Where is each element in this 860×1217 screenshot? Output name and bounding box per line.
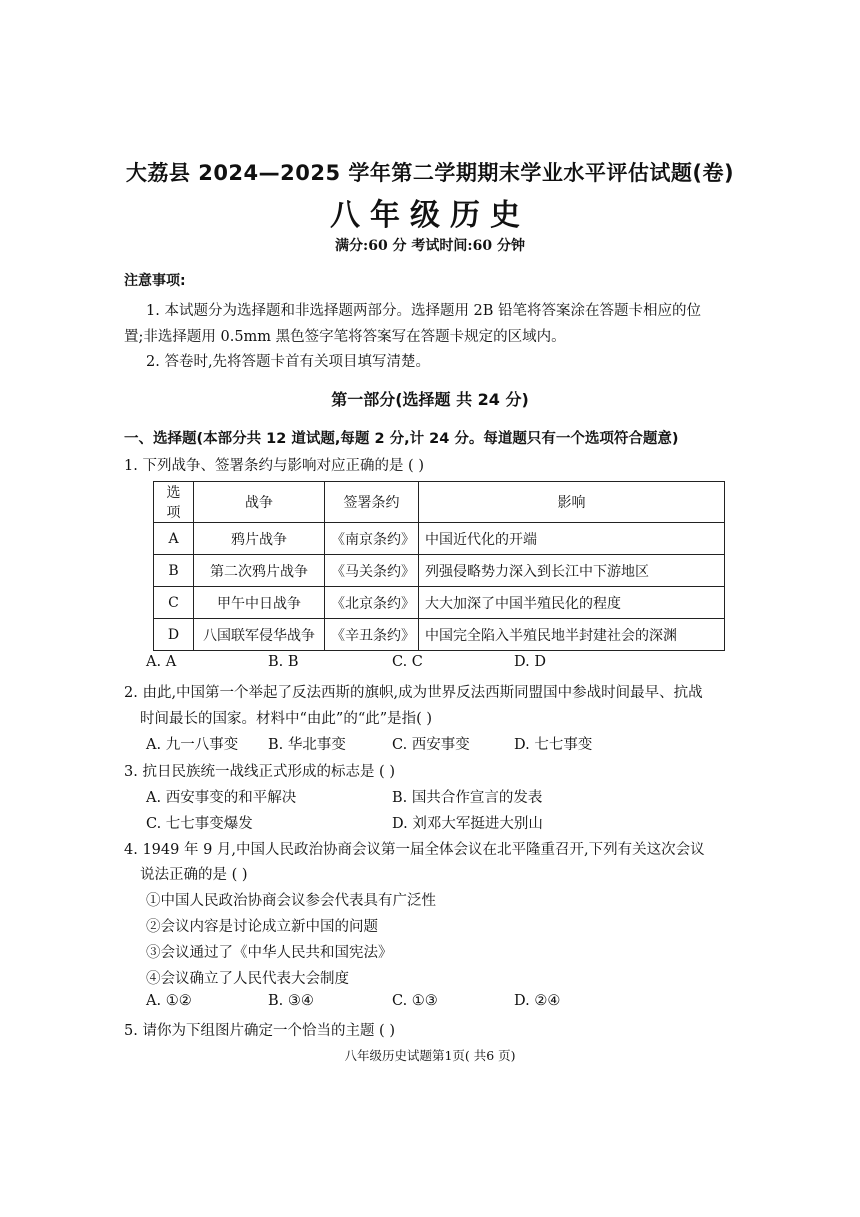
table-cell: A (154, 523, 194, 555)
q1-table (153, 481, 725, 651)
q4-option-c: C. ①③ (392, 993, 438, 1009)
table-header-cell: 战争 (194, 482, 325, 523)
table-cell: 列强侵略势力深入到长江中下游地区 (419, 555, 725, 587)
q3-option-d: D. 刘邓大军挺进大别山 (392, 816, 543, 832)
table-cell: 大大加深了中国半殖民化的程度 (419, 587, 725, 619)
table-cell: 甲午中日战争 (194, 587, 325, 619)
table-cell: 中国完全陷入半殖民地半封建社会的深渊 (419, 619, 725, 651)
table-row (154, 555, 725, 587)
table-header-cell: 影响 (419, 482, 725, 523)
table-cell: 中国近代化的开端 (419, 523, 725, 555)
exam-subject: 八年级历史 (330, 198, 530, 233)
q2-option-c: C. 西安事变 (392, 737, 470, 753)
table-cell: 《南京条约》 (325, 523, 419, 555)
q3-option-b: B. 国共合作宣言的发表 (392, 790, 543, 806)
table-cell: 《北京条约》 (325, 587, 419, 619)
notice-item-1-line-1: 1. 本试题分为选择题和非选择题两部分。选择题用 2B 铅笔将答案涂在答题卡相应的位 (146, 303, 702, 319)
q4-stem-line-2: 说法正确的是 ( ) (140, 867, 248, 883)
q4-statement-3: ③会议通过了《中华人民共和国宪法》 (146, 945, 393, 961)
q1-option-b: B. B (268, 654, 299, 670)
q4-statement-2: ②会议内容是讨论成立新中国的问题 (146, 919, 378, 935)
q1-option-a: A. A (146, 654, 177, 670)
table-cell: 鸦片战争 (194, 523, 325, 555)
table-header-cell: 选项 (154, 482, 194, 523)
exam-title: 大荔县 2024—2025 学年第二学期期末学业水平评估试题(卷) (125, 161, 735, 185)
exam-meta: 满分:60 分 考试时间:60 分钟 (335, 238, 525, 254)
q4-option-a: A. ①② (146, 993, 192, 1009)
notice-heading: 注意事项: (124, 273, 186, 289)
table-cell: C (154, 587, 194, 619)
table-cell: B (154, 555, 194, 587)
part-heading: 一、选择题(本部分共 12 道试题,每题 2 分,计 24 分。每道题只有一个选项符合题意) (124, 431, 679, 447)
table-cell: 《马关条约》 (325, 555, 419, 587)
section-heading: 第一部分(选择题 共 24 分) (331, 390, 529, 409)
table-row (154, 523, 725, 555)
q3-option-a: A. 西安事变的和平解决 (146, 790, 297, 806)
q5-stem: 5. 请你为下组图片确定一个恰当的主题 ( ) (124, 1023, 395, 1039)
q4-option-d: D. ②④ (514, 993, 561, 1009)
q4-statement-1: ①中国人民政治协商会议参会代表具有广泛性 (146, 893, 436, 909)
table-header-cell: 签署条约 (325, 482, 419, 523)
q2-stem-line-1: 2. 由此,中国第一个举起了反法西斯的旗帜,成为世界反法西斯同盟国中参战时间最早、抗战 (124, 685, 703, 701)
notice-item-1-line-2: 置;非选择题用 0.5mm 黑色签字笔将答案写在答题卡规定的区域内。 (124, 329, 566, 345)
table-cell: 八国联军侵华战争 (194, 619, 325, 651)
q4-stem-line-1: 4. 1949 年 9 月,中国人民政治协商会议第一届全体会议在北平隆重召开,下列有关这次会议 (124, 842, 705, 858)
table-row (154, 619, 725, 651)
q2-option-b: B. 华北事变 (268, 737, 346, 753)
notice-item-2: 2. 答卷时,先将答题卡首有关项目填写清楚。 (146, 354, 431, 370)
q3-stem: 3. 抗日民族统一战线正式形成的标志是 ( ) (124, 764, 395, 780)
q1-option-c: C. C (392, 654, 423, 670)
table-header-row (154, 482, 725, 523)
q4-option-b: B. ③④ (268, 993, 314, 1009)
q2-stem-line-2: 时间最长的国家。材料中“由此”的“此”是指( ) (140, 711, 433, 727)
table-row (154, 587, 725, 619)
table-cell: 第二次鸦片战争 (194, 555, 325, 587)
q1-option-d: D. D (514, 654, 546, 670)
q2-option-a: A. 九一八事变 (146, 737, 239, 753)
table-cell: D (154, 619, 194, 651)
page-footer: 八年级历史试题第1页( 共6 页) (344, 1048, 516, 1063)
q3-option-c: C. 七七事变爆发 (146, 816, 253, 832)
q2-option-d: D. 七七事变 (514, 737, 593, 753)
q1-stem: 1. 下列战争、签署条约与影响对应正确的是 ( ) (124, 458, 424, 474)
q4-statement-4: ④会议确立了人民代表大会制度 (146, 971, 349, 987)
table-cell: 《辛丑条约》 (325, 619, 419, 651)
